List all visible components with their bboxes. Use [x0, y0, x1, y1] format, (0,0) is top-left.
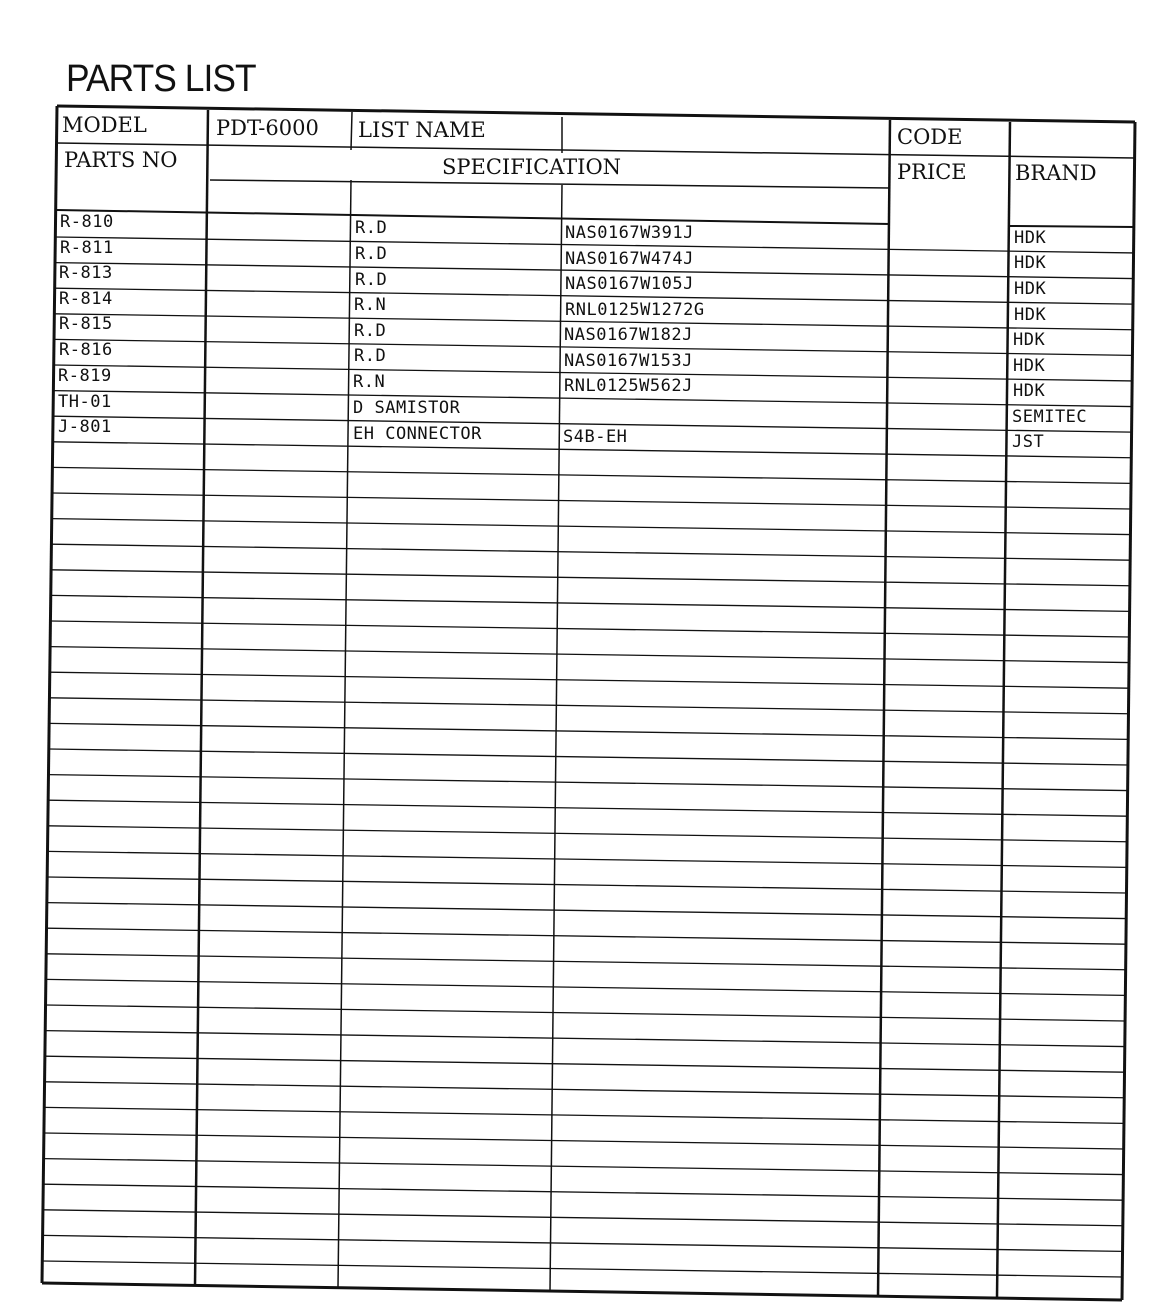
row-1-name: R.D: [355, 218, 388, 238]
code-label: CODE: [897, 125, 963, 149]
row-line-17: [50, 647, 1129, 663]
row-3-parts-no: R-813: [59, 263, 113, 283]
row-5-spec: NAS0167W182J: [564, 325, 693, 345]
page-title: PARTS LIST: [66, 58, 256, 100]
row-1-brand: HDK: [1014, 228, 1047, 248]
row-5-parts-no: R-815: [59, 314, 113, 334]
column-line-name: [338, 180, 351, 1287]
model-value: PDT-6000: [216, 116, 319, 140]
row-6-parts-no: R-816: [59, 340, 113, 360]
row-7-spec: RNL0125W562J: [564, 376, 693, 396]
list-name-label: LIST NAME: [358, 118, 486, 142]
row-9-name: EH CONNECTOR: [353, 424, 482, 444]
row-5-name: R.D: [354, 321, 387, 341]
header-line-spec-sub: [210, 180, 890, 188]
row-6-brand: HDK: [1013, 356, 1046, 376]
row-line-20: [49, 723, 1128, 739]
row-3-spec: NAS0167W105J: [565, 274, 694, 294]
row-2-brand: HDK: [1014, 253, 1047, 273]
row-6-spec: NAS0167W153J: [564, 351, 693, 371]
parts-no-label: PARTS NO: [64, 148, 178, 172]
specification-label: SPECIFICATION: [442, 155, 622, 179]
row-line-28: [47, 928, 1126, 944]
row-9-parts-no: J-801: [58, 417, 112, 437]
row-4-name: R.N: [354, 295, 387, 315]
header-line-model-value: [351, 112, 352, 150]
row-8-name: D SAMISTOR: [353, 398, 461, 418]
row-line-38: [43, 1184, 1123, 1200]
row-line-16: [50, 621, 1129, 637]
row-line-30: [46, 979, 1126, 995]
row-1-parts-no: R-810: [60, 212, 114, 232]
row-2-parts-no: R-811: [60, 238, 114, 258]
row-line-34: [45, 1082, 1125, 1098]
header-line-bottom: [57, 210, 890, 224]
row-2-name: R.D: [355, 244, 388, 264]
row-line-40: [43, 1235, 1123, 1251]
row-line-35: [44, 1107, 1124, 1123]
row-line-32: [45, 1031, 1125, 1047]
row-line-24: [48, 826, 1127, 842]
row-line-39: [43, 1210, 1123, 1226]
row-3-brand: HDK: [1014, 279, 1047, 299]
row-line-11: [52, 493, 1131, 509]
row-8-parts-no: TH-01: [58, 392, 112, 412]
row-line-15: [51, 595, 1130, 611]
row-1-spec: NAS0167W391J: [565, 223, 694, 243]
row-line-41: [42, 1261, 1122, 1277]
brand-label: BRAND: [1015, 161, 1097, 185]
row-line-18: [50, 672, 1129, 688]
row-line-12: [52, 519, 1131, 535]
row-line-31: [46, 1005, 1126, 1021]
row-8-brand: SEMITEC: [1012, 407, 1088, 427]
row-9-brand: JST: [1012, 432, 1045, 452]
row-4-brand: HDK: [1014, 305, 1047, 325]
model-label: MODEL: [62, 113, 147, 137]
row-7-name: R.N: [353, 372, 386, 392]
row-3-name: R.D: [355, 270, 388, 290]
row-line-10: [52, 467, 1131, 483]
row-line-36: [44, 1133, 1124, 1149]
row-line-21: [49, 749, 1128, 765]
row-line-29: [46, 954, 1125, 970]
column-line-parts-no: [195, 110, 208, 1285]
row-line-22: [48, 775, 1127, 791]
row-line-23: [48, 800, 1127, 816]
row-5-brand: HDK: [1013, 330, 1046, 350]
table-border-bottom: [42, 1283, 1122, 1300]
header-line-brand-bottom: [1010, 226, 1135, 227]
row-9-spec: S4B-EH: [563, 427, 628, 447]
row-line-33: [45, 1056, 1125, 1072]
row-2-spec: NAS0167W474J: [565, 249, 694, 269]
row-line-14: [51, 570, 1130, 586]
row-line-19: [49, 698, 1128, 714]
row-line-13: [51, 544, 1130, 560]
column-line-spec: [550, 185, 562, 1291]
row-6-name: R.D: [354, 346, 387, 366]
row-line-37: [44, 1159, 1124, 1175]
table-border-left: [42, 106, 57, 1283]
row-4-spec: RNL0125W1272G: [565, 300, 705, 320]
row-line-27: [47, 903, 1126, 919]
row-line-25: [48, 851, 1127, 867]
row-7-parts-no: R-819: [58, 366, 112, 386]
row-4-parts-no: R-814: [59, 289, 113, 309]
row-line-26: [47, 877, 1126, 893]
row-7-brand: HDK: [1013, 381, 1046, 401]
price-label: PRICE: [897, 160, 967, 184]
